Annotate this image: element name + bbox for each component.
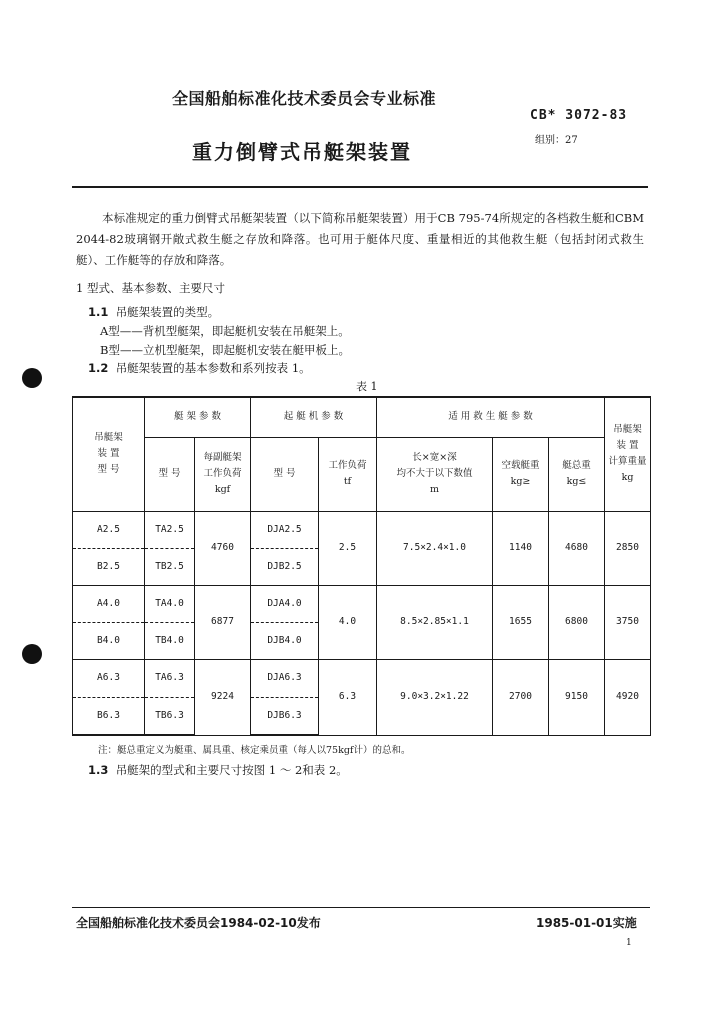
- clause-1-1-number: 1.1: [88, 305, 109, 319]
- cell-boat-dims: 7.5×2.4×1.0: [377, 511, 493, 585]
- header-device-model: 吊艇架 装 置 型 号: [73, 397, 145, 511]
- header-davit-model: 型 号: [145, 437, 195, 511]
- cell-davit-model: TA4.0: [145, 585, 195, 622]
- punch-hole: [22, 644, 42, 664]
- standard-code: CB* 3072-83: [530, 108, 628, 123]
- header-winch-load: 工作负荷 tf: [319, 437, 377, 511]
- clause-1-2-number: 1.2: [88, 361, 109, 375]
- clause-1-3-text: 吊艇架的型式和主要尺寸按图 1 ～ 2和表 2。: [115, 763, 348, 777]
- header-total-weight: 吊艇架 装 置 计算重量 kg: [605, 397, 651, 511]
- header-boat-params: 适 用 救 生 艇 参 数: [377, 397, 605, 437]
- section-1-title: 1 型式、基本参数、主要尺寸: [76, 281, 225, 295]
- cell-winch-model: DJB6.3: [251, 697, 319, 735]
- cell-winch-load: 4.0: [319, 585, 377, 659]
- cell-boat-total: 6800: [549, 585, 605, 659]
- table-row: [73, 659, 651, 697]
- clause-1-3: [88, 762, 348, 778]
- cell-winch-load: 6.3: [319, 659, 377, 735]
- clause-1-2-text: 吊艇架装置的基本参数和系列按表 1。: [115, 361, 311, 375]
- header-winch-model: 型 号: [251, 437, 319, 511]
- issue-date: 全国船舶标准化技术委员会1984-02-10发布: [76, 916, 321, 930]
- cell-winch-load: 2.5: [319, 511, 377, 585]
- cell-davit-model: TA2.5: [145, 511, 195, 548]
- cell-winch-model: DJA2.5: [251, 511, 319, 548]
- cell-device-model: A6.3: [73, 659, 145, 697]
- cell-boat-total: 4680: [549, 511, 605, 585]
- header-boat-empty: 空载艇重 kg≥: [493, 437, 549, 511]
- type-b-line: B型——立机型艇架，即起艇机安装在艇甲板上。: [100, 343, 350, 357]
- cell-davit-load: 4760: [195, 511, 251, 585]
- cell-boat-total: 9150: [549, 659, 605, 735]
- implementation-date: 1985-01-01实施: [536, 916, 637, 930]
- cell-total-weight: 4920: [605, 659, 651, 735]
- table-row: [73, 585, 651, 622]
- cell-device-model: B2.5: [73, 548, 145, 585]
- cell-total-weight: 3750: [605, 585, 651, 659]
- header-davit-params: 艇 架 参 数: [145, 397, 251, 437]
- intro-paragraph: 本标准规定的重力倒臂式吊艇架装置（以下简称吊艇架装置）用于CB 795-74所规定的各档救生艇和CBM 2044-82玻璃钢开敞式救生艇之存放和降落。也可用于艇体尺度、重量相近的其他救生艇（包括封闭式救生艇）、工作艇等的存放和降落。: [76, 211, 644, 267]
- clause-1-1: [88, 304, 219, 320]
- table-caption: 表 1: [356, 380, 378, 393]
- page-number: 1: [626, 938, 632, 948]
- cell-winch-model: DJA4.0: [251, 585, 319, 622]
- table-note: 注：艇总重定义为艇重、属具重、核定乘员重（每人以75kgf计）的总和。: [98, 745, 411, 756]
- parameters-table: [72, 396, 651, 736]
- clause-1-3-number: 1.3: [88, 763, 109, 777]
- cell-davit-model: TB6.3: [145, 697, 195, 735]
- cell-boat-empty: 1655: [493, 585, 549, 659]
- header-boat-total: 艇总重 kg≤: [549, 437, 605, 511]
- cell-davit-model: TB4.0: [145, 622, 195, 659]
- punch-hole: [22, 368, 42, 388]
- cell-davit-load: 6877: [195, 585, 251, 659]
- cell-boat-dims: 8.5×2.85×1.1: [377, 585, 493, 659]
- cell-device-model: B4.0: [73, 622, 145, 659]
- clause-1-2: [88, 360, 311, 376]
- standard-group: 组别：27: [535, 135, 578, 146]
- cell-davit-load: 9224: [195, 659, 251, 735]
- document-title: 重力倒臂式吊艇架装置: [192, 140, 412, 164]
- header-davit-load: 每副艇架 工作负荷 kgf: [195, 437, 251, 511]
- footer-rule: [72, 907, 650, 908]
- header-winch-params: 起 艇 机 参 数: [251, 397, 377, 437]
- header-rule: [72, 186, 648, 188]
- cell-davit-model: TB2.5: [145, 548, 195, 585]
- cell-device-model: B6.3: [73, 697, 145, 735]
- header-boat-dims: 长×宽×深 均不大于以下数值 m: [377, 437, 493, 511]
- clause-1-1-text: 吊艇架装置的类型。: [115, 305, 220, 319]
- cell-winch-model: DJA6.3: [251, 659, 319, 697]
- cell-device-model: A4.0: [73, 585, 145, 622]
- committee-title: 全国船舶标准化技术委员会专业标准: [172, 89, 437, 108]
- cell-winch-model: DJB4.0: [251, 622, 319, 659]
- cell-boat-dims: 9.0×3.2×1.22: [377, 659, 493, 735]
- table-row: [73, 511, 651, 548]
- cell-boat-empty: 2700: [493, 659, 549, 735]
- cell-boat-empty: 1140: [493, 511, 549, 585]
- cell-davit-model: TA6.3: [145, 659, 195, 697]
- cell-winch-model: DJB2.5: [251, 548, 319, 585]
- type-a-line: A型——背机型艇架，即起艇机安装在吊艇架上。: [100, 324, 350, 338]
- cell-total-weight: 2850: [605, 511, 651, 585]
- cell-device-model: A2.5: [73, 511, 145, 548]
